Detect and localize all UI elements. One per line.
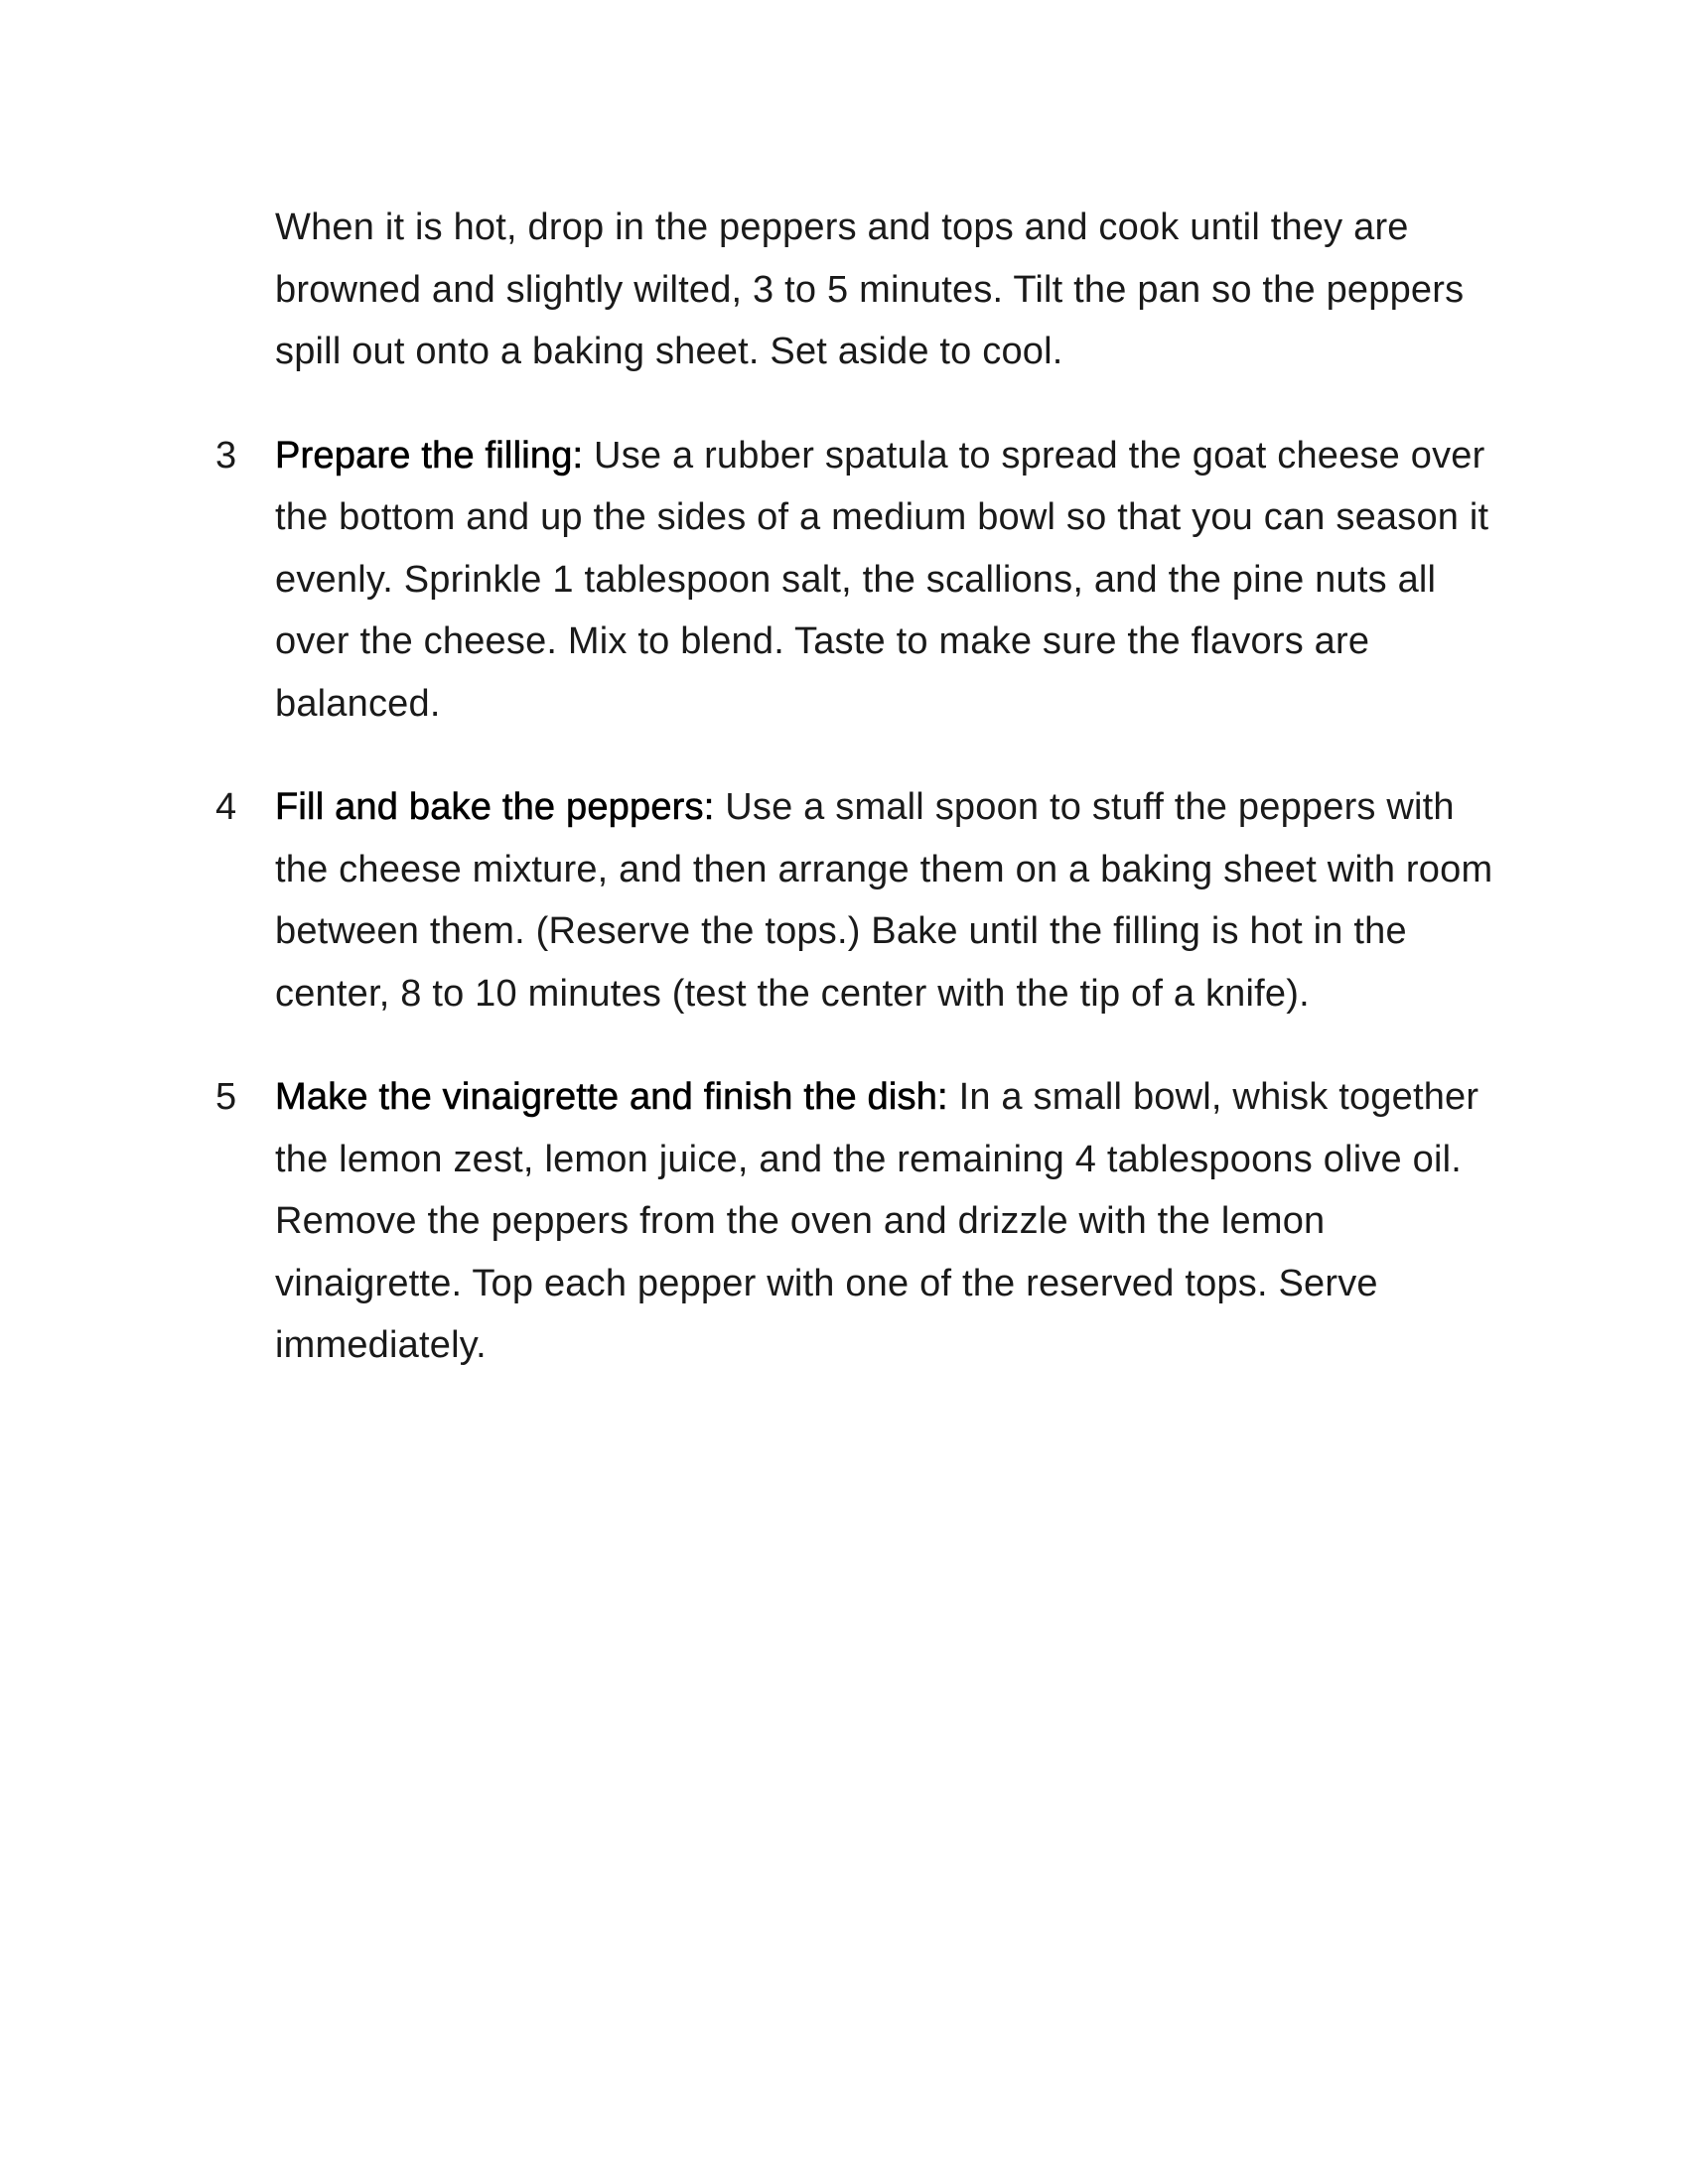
step-body: In a small bowl, whisk together the lemon zest, lemon juice, and the remaining 4 tablespoons olive oil. Remove the peppers from the oven and drizzle with the lemon vinaigrette. Top each pepper with one of the reserved tops. Serve immediately. xyxy=(275,1076,1479,1366)
step-title: Prepare the filling: xyxy=(275,434,584,477)
recipe-instructions xyxy=(215,197,1496,1377)
step-number: 5 xyxy=(215,1076,237,1118)
step-number: 3 xyxy=(215,434,237,477)
step-text xyxy=(275,776,1496,1024)
step-4 xyxy=(215,776,1496,1024)
step-3 xyxy=(215,425,1496,736)
step-text xyxy=(275,425,1496,736)
step-title: Make the vinaigrette and finish the dish: xyxy=(275,1076,948,1118)
step-text xyxy=(275,1066,1496,1377)
step-2-continuation: When it is hot, drop in the peppers and tops and cook until they are browned and slightly wilted, 3 to 5 minutes. Tilt the pan so the peppers spill out onto a baking sheet. Set aside to cool. xyxy=(275,206,1465,372)
step-number: 4 xyxy=(215,786,237,828)
step-body: Use a rubber spatula to spread the goat cheese over the bottom and up the sides of a medium bowl so that you can season it evenly. Sprinkle 1 tablespoon salt, the scallions, and the pine nuts all over the cheese. Mix to blend. Taste to make sure the flavors are balanced. xyxy=(275,434,1489,725)
step-title: Fill and bake the peppers: xyxy=(275,786,715,828)
step-5 xyxy=(215,1066,1496,1377)
step-body: Use a small spoon to stuff the peppers with the cheese mixture, and then arrange them on a baking sheet with room between them. (Reserve the tops.) Bake until the filling is hot in the center, 8 to 10 minutes (test the center with the tip of a knife). xyxy=(275,786,1493,1015)
